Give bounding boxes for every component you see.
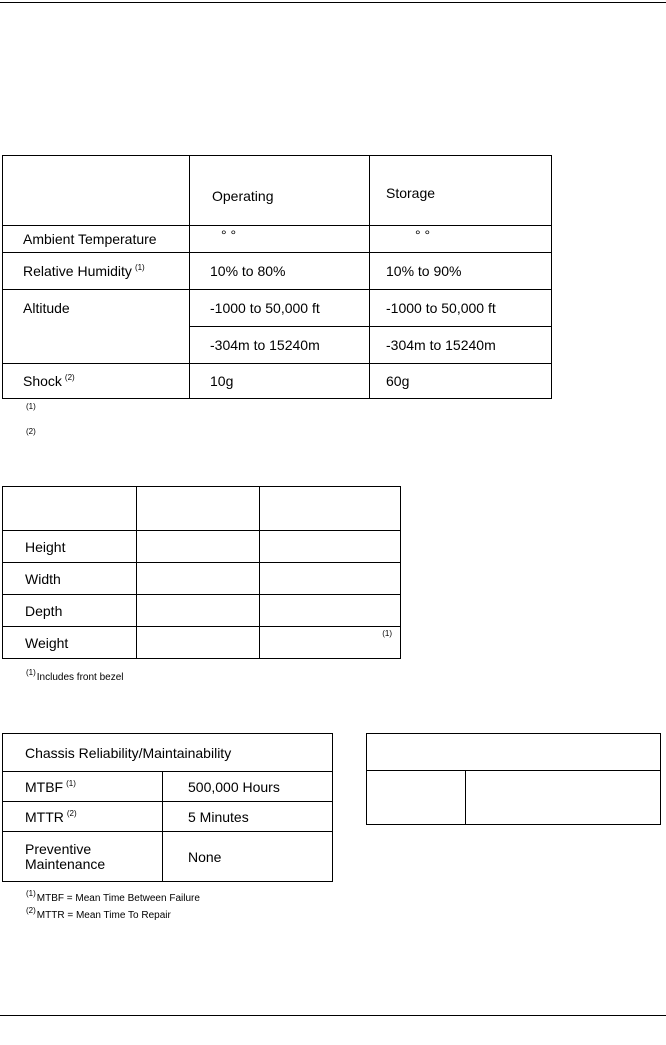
footnote-marker: (2) xyxy=(64,373,75,382)
row-label: MTTR xyxy=(25,808,64,825)
storage-value: 60g xyxy=(370,364,552,399)
table-row xyxy=(3,563,401,595)
storage-value: -304m to 15240m xyxy=(370,327,552,364)
operating-value: ° ° xyxy=(190,226,370,253)
row-value: 5 Minutes xyxy=(163,802,333,832)
footnote-marker: (1) xyxy=(26,889,36,898)
row-label: Width xyxy=(3,563,137,595)
footnote-text: MTBF = Mean Time Between Failure xyxy=(36,893,200,904)
table-row xyxy=(3,253,552,290)
reliability-table xyxy=(2,733,333,882)
row-value: 500,000 Hours xyxy=(163,772,333,802)
footnote-marker: (2) xyxy=(66,808,77,818)
footnote-marker: (1) xyxy=(66,778,76,788)
reliability-footnote xyxy=(26,906,171,921)
dimensions-footnote xyxy=(26,668,124,683)
row-label: Shock xyxy=(23,373,62,389)
footnote-marker: (1) xyxy=(26,402,36,411)
header-cell-empty xyxy=(3,156,190,226)
table-header-row xyxy=(3,487,401,531)
environment-table xyxy=(2,155,552,399)
footnote-marker: (1) xyxy=(26,668,36,677)
row-label: Height xyxy=(3,531,137,563)
footer-rule xyxy=(0,1015,666,1016)
row-value: None xyxy=(163,832,333,882)
table-row xyxy=(3,290,552,327)
row-label: Relative Humidity xyxy=(23,263,132,279)
footnote-marker: (1) xyxy=(382,629,392,638)
table-row xyxy=(3,595,401,627)
table-row xyxy=(3,226,552,253)
table-row xyxy=(3,531,401,563)
footnote-marker: (2) xyxy=(26,906,36,915)
table-row xyxy=(367,771,661,825)
row-label: Altitude xyxy=(23,300,70,316)
table-row xyxy=(3,832,333,882)
footnote-marker: (2) xyxy=(26,427,36,436)
header-cell-operating: Operating xyxy=(190,156,370,226)
header-cell-storage: Storage xyxy=(370,156,552,226)
operating-value: 10% to 80% xyxy=(190,253,370,290)
dimensions-table xyxy=(2,486,401,659)
operating-value: -1000 to 50,000 ft xyxy=(190,290,370,327)
header-cell xyxy=(3,487,137,531)
row-label: Depth xyxy=(3,595,137,627)
storage-value: ° ° xyxy=(370,226,552,253)
table-row xyxy=(3,627,401,659)
table-row xyxy=(3,772,333,802)
table-header-row xyxy=(367,734,661,771)
table-header-row xyxy=(3,734,333,772)
row-label: Preventive Maintenance xyxy=(3,832,163,882)
row-label: MTBF xyxy=(25,778,64,795)
storage-value: -1000 to 50,000 ft xyxy=(370,290,552,327)
footnote-text: MTTR = Mean Time To Repair xyxy=(36,910,171,921)
operating-value: 10g xyxy=(190,364,370,399)
header-cell xyxy=(260,487,401,531)
reliability-footnote xyxy=(26,889,200,904)
operating-value: -304m to 15240m xyxy=(190,327,370,364)
header-rule xyxy=(0,2,666,3)
table-row xyxy=(3,364,552,399)
header-cell xyxy=(367,734,661,771)
footnote-marker: (1) xyxy=(134,263,145,272)
side-table xyxy=(366,733,661,825)
header-cell xyxy=(137,487,260,531)
table-row xyxy=(3,802,333,832)
reliability-title: Chassis Reliability/Maintainability xyxy=(3,734,333,772)
row-label: Ambient Temperature xyxy=(23,231,157,247)
table-header-row xyxy=(3,156,552,226)
footnote-text: Includes front bezel xyxy=(36,672,124,683)
storage-value: 10% to 90% xyxy=(370,253,552,290)
row-label: Weight xyxy=(3,627,137,659)
